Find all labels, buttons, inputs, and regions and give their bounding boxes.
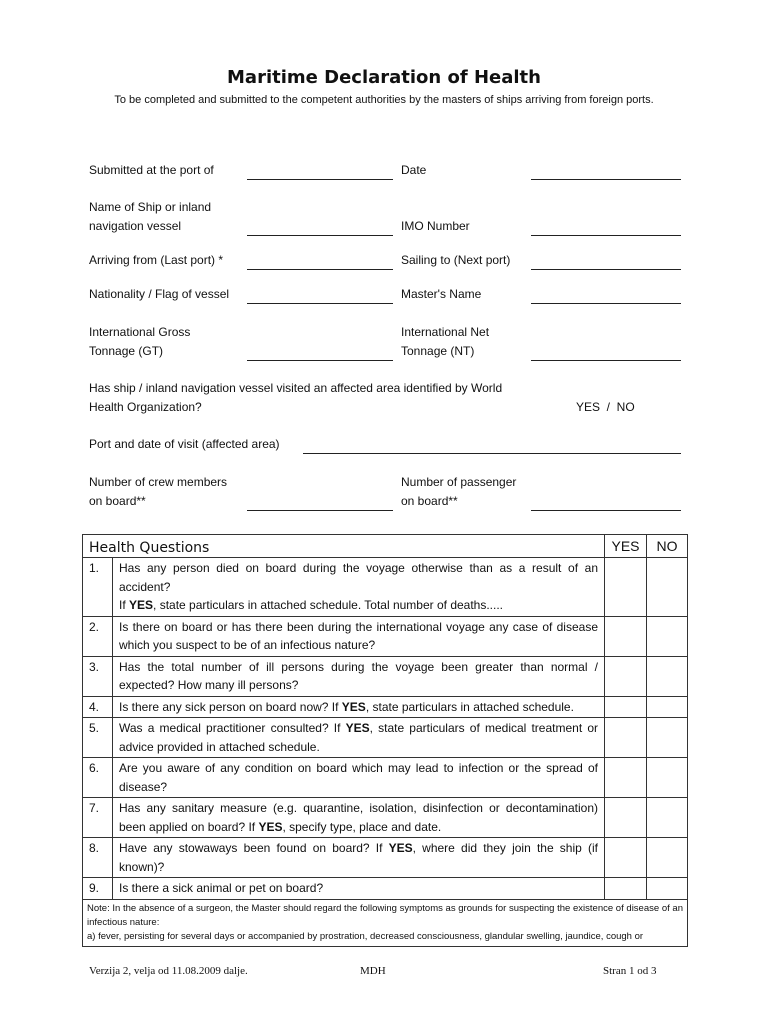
gt-label-line1: International Gross [89,325,191,339]
answer-yes-cell[interactable] [605,696,647,718]
question-text-part: , where did they join the ship (if known)? [119,841,599,874]
port-field[interactable] [247,179,393,180]
answer-no-cell[interactable] [647,696,688,718]
question-text [113,798,605,838]
table-header-row [83,535,688,558]
footer-page-number: Stran 1 od 3 [603,965,657,977]
question-text [113,558,605,617]
symptoms-note [83,899,688,946]
table-row [83,878,688,900]
question-text-part: Have any stowaways been found on board? If [119,841,389,855]
visit-label: Port and date of visit (affected area) [89,437,280,451]
passenger-field[interactable] [531,510,681,511]
table-row [83,616,688,656]
question-text-part: , state particulars of medical treatment or advice provided in attached schedule. [119,721,598,754]
passenger-label-line1: Number of passenger [401,475,517,489]
answer-yes-cell[interactable] [605,656,647,696]
affected-area-question [89,379,502,417]
question-emphasis: YES [341,699,366,714]
answer-yes-cell[interactable] [605,558,647,617]
imo-label: IMO Number [401,219,470,233]
nt-label [401,323,489,361]
visit-field[interactable] [303,453,681,454]
question-text-part: Has any sanitary measure (e.g. quarantine, isolation, disinfection or decontamination) been applied on board? If [119,801,598,834]
question-text [113,878,605,900]
question-text-part: , state particulars in attached schedule. [365,699,574,714]
question-text-part: Is there any sick person on board now? If [119,699,342,714]
question-number: 2. [83,616,113,656]
no-column-header: NO [647,535,688,558]
note-row [83,899,688,946]
ship-name-label-line1: Name of Ship or inland [89,200,212,214]
answer-no-cell[interactable] [647,616,688,656]
table-row [83,696,688,718]
document-title: Maritime Declaration of Health [227,67,541,88]
nt-field[interactable] [531,360,681,361]
master-label: Master's Name [401,287,482,301]
question-emphasis: YES [258,819,283,834]
table-row [83,656,688,696]
answer-yes-cell[interactable] [605,838,647,878]
note-item-a: a) fever, persisting for several days or accompanied by prostration, decreased consciousness, glandular swelling, jaundice, cough or [87,930,644,942]
nationality-label: Nationality / Flag of vessel [89,287,230,301]
question-text-part: Was a medical practitioner consulted? If [119,721,346,735]
question-text [113,718,605,758]
answer-no-cell[interactable] [647,838,688,878]
answer-no-cell[interactable] [647,656,688,696]
question-text [113,616,605,656]
question-text-part: If [119,598,130,612]
question-text-part: , specify type, place and date. [282,819,442,834]
table-row [83,798,688,838]
date-field[interactable] [531,179,681,180]
question-number: 7. [83,798,113,838]
answer-no-cell[interactable] [647,718,688,758]
answer-yes-cell[interactable] [605,616,647,656]
gt-label-line2: Tonnage (GT) [89,344,164,358]
question-text [113,696,605,718]
port-label: Submitted at the port of [89,163,214,177]
ship-name-label-line2: navigation vessel [89,219,182,233]
gt-field[interactable] [247,360,393,361]
question-text [113,838,605,878]
question-number: 5. [83,718,113,758]
yes-column-header: YES [605,535,647,558]
question-number: 8. [83,838,113,878]
question-text-part: Are you aware of any condition on board which may lead to infection or the spread of disease? [119,761,598,794]
question-emphasis: YES [388,841,413,855]
question-text-part: Has any person died on board during the voyage otherwise than as a result of an accident? [119,561,598,594]
ship-name-field[interactable] [247,235,393,236]
crew-label-line2: on board** [89,494,146,508]
question-text [113,758,605,798]
health-questions-table [82,534,688,947]
date-label: Date [401,163,427,177]
nationality-field[interactable] [247,303,393,304]
question-emphasis: YES [129,598,154,612]
question-emphasis: YES [345,721,370,735]
sailing-label: Sailing to (Next port) [401,253,511,267]
health-questions-title: Health Questions [83,535,605,558]
crew-field[interactable] [247,510,393,511]
arriving-label: Arriving from (Last port) * [89,253,224,267]
table-row [83,718,688,758]
master-field[interactable] [531,303,681,304]
passenger-label-line2: on board** [401,494,458,508]
question-text-part: , state particulars in attached schedule. Total number of deaths..... [153,598,504,612]
table-row [83,758,688,798]
document-subtitle: To be completed and submitted to the competent authorities by the masters of ships arriving from foreign ports. [114,94,654,106]
footer-doc-code: MDH [360,965,386,977]
question-number: 3. [83,656,113,696]
question-number: 1. [83,558,113,617]
note-paragraph: Note: In the absence of a surgeon, the Master should regard the following symptoms as grounds for suspecting the existence of disease of an infectious nature: [87,902,683,928]
answer-yes-cell[interactable] [605,758,647,798]
answer-no-cell[interactable] [647,558,688,617]
answer-no-cell[interactable] [647,758,688,798]
answer-yes-cell[interactable] [605,718,647,758]
question-text-part: Is there a sick animal or pet on board? [119,881,324,895]
nt-label-line2: Tonnage (NT) [401,344,475,358]
question-text [113,656,605,696]
affected-area-question-line1: Has ship / inland navigation vessel visited an affected area identified by World [89,381,503,395]
question-number: 6. [83,758,113,798]
arriving-field[interactable] [247,269,393,270]
crew-label [89,473,227,511]
table-row [83,838,688,878]
nt-label-line1: International Net [401,325,490,339]
table-row [83,558,688,617]
answer-no-cell[interactable] [647,798,688,838]
affected-area-yes-no[interactable]: YES / NO [576,400,635,414]
answer-yes-cell[interactable] [605,798,647,838]
question-number: 4. [83,696,113,718]
question-text-part: Has the total number of ill persons during the voyage been greater than normal / expected? How many ill persons? [119,659,598,692]
answer-no-cell[interactable] [647,878,688,900]
ship-name-label [89,198,211,236]
crew-label-line1: Number of crew members [89,475,228,489]
gt-label [89,323,190,361]
affected-area-question-line2: Health Organization? [89,400,202,414]
answer-yes-cell[interactable] [605,878,647,900]
sailing-field[interactable] [531,269,681,270]
question-number: 9. [83,878,113,900]
footer-version: Verzija 2, velja od 11.08.2009 dalje. [89,965,248,977]
passenger-label [401,473,516,511]
imo-field[interactable] [531,235,681,236]
question-text-part: Is there on board or has there been during the international voyage any case of disease which you suspect to be of an infectious nature? [119,619,598,652]
